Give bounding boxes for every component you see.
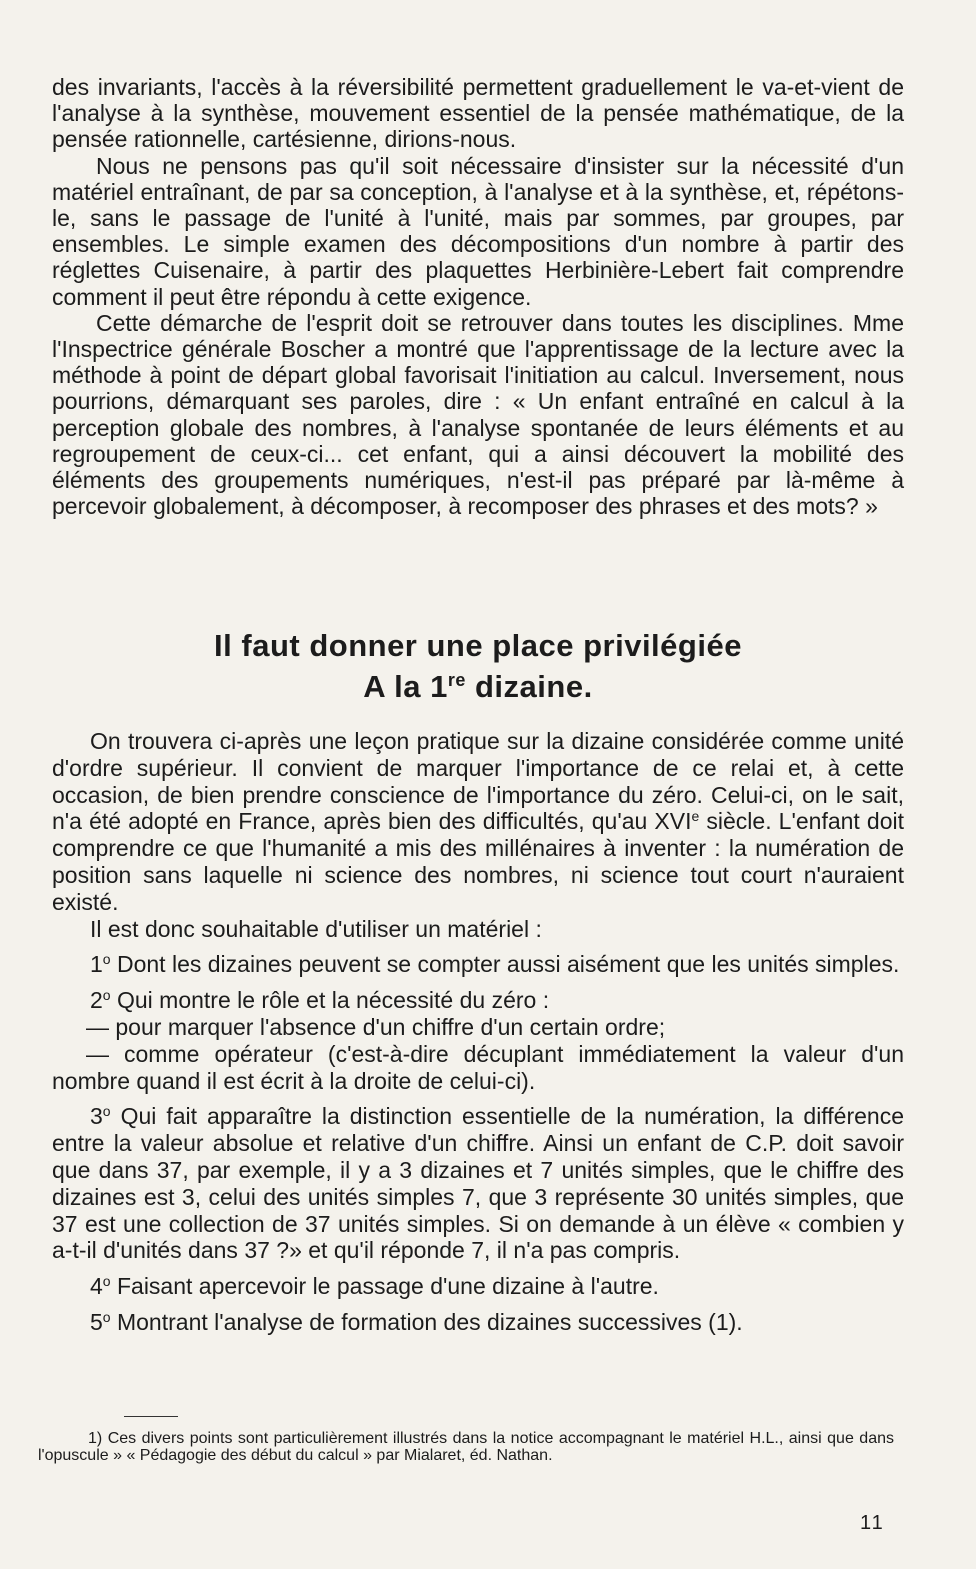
ordinal-mark: o [102,1273,111,1290]
item-text: Montrant l'analyse de formation des dizaines successives (1). [110,1308,743,1335]
intro-text-rest: siècle. L'enfant doit comprendre ce que l'humanité a mis des millénaires à inventer : la numération de position sans laquelle ni science des nombres, ni science tout court n'auraient existé. [52,808,904,915]
section-heading [52,625,904,707]
item-text: Faisant apercevoir le passage d'une dizaine à l'autre. [110,1273,659,1300]
item-number: 3 [90,1103,103,1130]
ordinal-mark: o [102,1103,111,1120]
paragraph: des invariants, l'accès à la réversibilité permettent graduellement le va-et-vient de l'analyse à la synthèse, mouvement essentiel de la pensée mathématique, de la pensée rationnelle, cartésienne, dirions-nous. [52,74,904,153]
ordinal-mark: o [102,987,111,1004]
intro-text: On trouvera ci-après une leçon pratique sur la dizaine considérée comme unité d'ordre supérieur. Il convient de marquer l'importance de ce relai et, à cette occasion, de bien prendre conscience de l'importance du zéro. Celui-ci, on le sait, n'a été adopté en France, après bien des difficultés, qu'au XVI [52,728,904,835]
footnote-text: 1) Ces divers points sont particulièrement illustrés dans la notice accompagnant le matériel H.L., ainsi que dans l'opuscule » « Pédagogie des début du calcul » par Mialaret, éd. Nathan. [38,1430,894,1464]
footnote-divider [124,1416,178,1417]
heading-line-2-prefix: A la 1 [363,669,448,704]
list-item [52,1103,904,1264]
item-number: 4 [90,1273,103,1300]
century-superscript: e [691,808,700,825]
paragraph: Nous ne pensons pas qu'il soit nécessaire d'insister sur la nécessité d'un matériel entraînant, de par sa conception, à l'analyse et à la synthèse, et, répétons-le, sans le passage de l'unité à l'unité, mais par sommes, par groupes, par ensembles. Le simple examen des décompositions d'un nombre à partir des réglettes Cuisenaire, à partir des plaquettes Herbinière-Lebert fait comprendre comment il peut être répondu à cette exigence. [52,152,904,310]
body-text-section-1 [52,74,904,519]
list-item [52,951,904,978]
item-text: Dont les dizaines peuvent se compter aussi aisément que les unités simples. [110,951,900,978]
ordinal-mark: o [102,951,111,968]
page-number: 11 [860,1512,885,1534]
heading-line-1: Il faut donner une place privilégiée [214,628,742,663]
footnote [38,1430,894,1464]
lead-sentence: Il est donc souhaitable d'utiliser un matériel : [90,915,542,942]
item-number: 2 [90,987,103,1014]
list-item [52,1309,904,1336]
paragraph: Cette démarche de l'esprit doit se retrouver dans toutes les disciplines. Mme l'Inspectrice générale Boscher a montré que l'apprentissage de la lecture avec la méthode à point de départ global favorisait l'initiation au calcul. Inversement, nous pourrions, démarquant ses paroles, dire : « Un enfant entraîné en calcul à la perception globale des nombres, à l'analyse spontanée de leurs éléments et au regroupement de ceux-ci... cet enfant, qui a ainsi découvert la mobilité des éléments des groupements numériques, n'est-il pas préparé par là-même à percevoir globalement, à décomposer, à recomposer des phrases et des mots? » [52,309,904,520]
list-item [52,987,904,1014]
item-text: Qui fait apparaître la distinction essentielle de la numération, la différence entre la valeur absolue et relative d'un chiffre. Ainsi un enfant de C.P. doit savoir que dans 37, par exemple, il y a 3 dizaines et 7 unités simples, que le chiffre des dizaines est 3, celui des unités simples 7, que 3 représente 30 unités simples, que 37 est une collection de 37 unités simples. Si on demande à un élève « combien y a-t-il d'unités dans 37 ?» et qu'il réponde 7, il n'a pas compris. [52,1103,904,1264]
intro-paragraph [52,728,904,916]
heading-line-2-suffix: dizaine. [465,669,593,704]
list-item [52,1273,904,1300]
item-number: 5 [90,1308,103,1335]
ordinal-mark: o [102,1308,111,1325]
body-text-section-2 [52,728,904,1336]
heading-superscript: re [447,670,466,690]
dash-item: — comme opérateur (c'est-à-dire décuplant immédiatement la valeur d'un nombre quand il est écrit à la droite de celui-ci). [52,1040,904,1094]
heading-line-2 [52,666,904,707]
dash-item: — pour marquer l'absence d'un chiffre d'un certain ordre; [86,1013,666,1040]
item-number: 1 [90,951,103,978]
item-text: Qui montre le rôle et la nécessité du zéro : [110,987,550,1014]
